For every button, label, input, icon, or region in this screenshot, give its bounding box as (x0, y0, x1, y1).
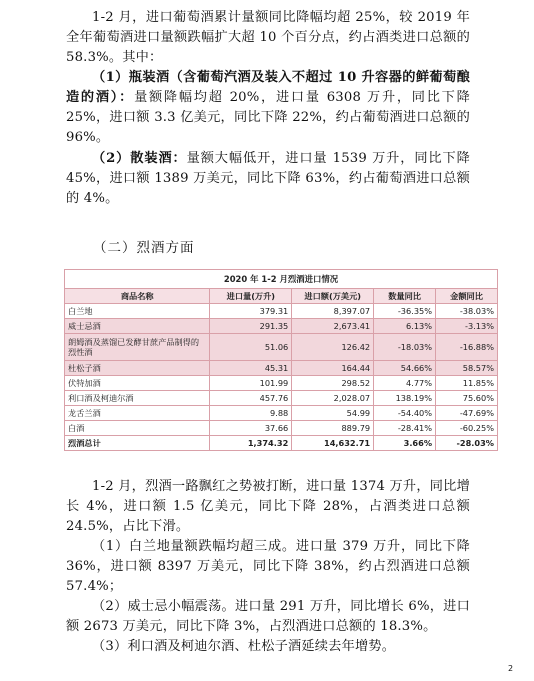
paragraph-whisky (66, 597, 470, 637)
paragraph-text: （1）白兰地量额跌幅均超三成。进口量 379 万升，同比下降 36%，进口额 8397 万美元，同比下降 38%，约占烈酒进口总额 57.4%； (66, 539, 470, 594)
table-row (65, 361, 498, 376)
total-value: 14,632.71 (292, 436, 374, 451)
cell-name: 伏特加酒 (65, 376, 210, 391)
total-name: 烈酒总计 (65, 436, 210, 451)
paragraph-bulk-wine (66, 149, 470, 209)
cell-volume: 51.06 (210, 334, 292, 361)
cell-volume: 291.35 (210, 319, 292, 334)
paragraph-text: 1-2 月，烈酒一路飘红之势被打断，进口量 1374 万升，同比增长 4%，进口额 1.5 亿美元，同比下降 28%，占酒类进口总额 24.5%，占比下滑。 (66, 479, 470, 534)
header-name: 商品名称 (65, 289, 210, 304)
table-row (65, 376, 498, 391)
spirits-import-table (64, 269, 498, 451)
table-row (65, 319, 498, 334)
total-volume: 1,374.32 (210, 436, 292, 451)
total-volume-yoy: 3.66% (374, 436, 436, 451)
paragraph-brandy (66, 537, 470, 597)
header-value-yoy: 金额同比 (436, 289, 498, 304)
cell-volume: 45.31 (210, 361, 292, 376)
cell-value: 889.79 (292, 421, 374, 436)
table-row (65, 421, 498, 436)
paragraph-text: （3）利口酒及柯迪尔酒、杜松子酒延续去年增势。 (92, 639, 396, 654)
bottled-text: 量额降幅均超 20%，进口量 6308 万升，同比下降 25%，进口额 3.3 亿美元，同比下降 22%，约占葡萄酒进口总额的 96%。 (66, 90, 470, 145)
cell-value-yoy: -38.03% (436, 304, 498, 319)
paragraph-liqueur-gin (66, 637, 470, 657)
cell-volume: 379.31 (210, 304, 292, 319)
cell-name: 朗姆酒及蒸馏已发酵甘蔗产品制得的烈性酒 (65, 334, 210, 361)
cell-name: 白兰地 (65, 304, 210, 319)
cell-volume-yoy: 54.66% (374, 361, 436, 376)
cell-volume-yoy: -36.35% (374, 304, 436, 319)
cell-value-yoy: -47.69% (436, 406, 498, 421)
cell-value: 298.52 (292, 376, 374, 391)
page-number: 2 (508, 664, 514, 673)
paragraph-bottled-wine (66, 68, 470, 148)
table-row (65, 304, 498, 319)
bulk-label: （2）散装酒： (92, 151, 187, 166)
header-volume-yoy: 数量同比 (374, 289, 436, 304)
cell-volume-yoy: -18.03% (374, 334, 436, 361)
cell-volume-yoy: 138.19% (374, 391, 436, 406)
paragraph-spirits-summary (66, 477, 470, 537)
cell-name: 威士忌酒 (65, 319, 210, 334)
bottled-label: （1）瓶装酒（含葡萄汽酒及装入不超过 10 升容器的鲜葡萄酿造的酒）： (66, 70, 470, 105)
paragraph-text: （2）威士忌小幅震荡。进口量 291 万升，同比增长 6%，进口额 2673 万美元，同比下降 3%，占烈酒进口总额的 18.3%。 (66, 599, 470, 634)
section-title: （二）烈酒方面 (93, 240, 195, 256)
cell-volume: 101.99 (210, 376, 292, 391)
cell-value: 2,673.41 (292, 319, 374, 334)
cell-volume-yoy: -54.40% (374, 406, 436, 421)
table-row (65, 334, 498, 361)
table-header-row (65, 289, 498, 304)
header-value: 进口额(万美元) (292, 289, 374, 304)
cell-value: 126.42 (292, 334, 374, 361)
cell-name: 龙舌兰酒 (65, 406, 210, 421)
cell-value-yoy: -60.25% (436, 421, 498, 436)
cell-value: 8,397.07 (292, 304, 374, 319)
cell-value-yoy: -3.13% (436, 319, 498, 334)
cell-volume-yoy: -28.41% (374, 421, 436, 436)
cell-volume: 37.66 (210, 421, 292, 436)
table-total-row (65, 436, 498, 451)
cell-volume: 9.88 (210, 406, 292, 421)
cell-value: 2,028.07 (292, 391, 374, 406)
cell-value: 54.99 (292, 406, 374, 421)
cell-value-yoy: 11.85% (436, 376, 498, 391)
cell-value-yoy: -16.88% (436, 334, 498, 361)
cell-volume-yoy: 6.13% (374, 319, 436, 334)
cell-volume: 457.76 (210, 391, 292, 406)
paragraph-wine-summary (66, 8, 470, 68)
cell-name: 杜松子酒 (65, 361, 210, 376)
cell-name: 白酒 (65, 421, 210, 436)
cell-name: 利口酒及柯迪尔酒 (65, 391, 210, 406)
cell-value-yoy: 58.57% (436, 361, 498, 376)
bulk-text: 量额大幅低开，进口量 1539 万升，同比下降 45%，进口额 1389 万美元，同比下降 63%，约占葡萄酒进口总额的 4%。 (66, 151, 471, 206)
table-row (65, 406, 498, 421)
paragraph-text: 1-2 月，进口葡萄酒累计量额同比降幅均超 25%，较 2019 年全年葡萄酒进口量额跌幅扩大超 10 个百分点，约占酒类进口总额的 58.3%。其中： (66, 10, 470, 65)
total-value-yoy: -28.03% (436, 436, 498, 451)
cell-volume-yoy: 4.77% (374, 376, 436, 391)
table-caption: 2020 年 1-2 月烈酒进口情况 (64, 269, 498, 288)
header-volume: 进口量(万升) (210, 289, 292, 304)
table-row (65, 391, 498, 406)
cell-value-yoy: 75.60% (436, 391, 498, 406)
cell-value: 164.44 (292, 361, 374, 376)
